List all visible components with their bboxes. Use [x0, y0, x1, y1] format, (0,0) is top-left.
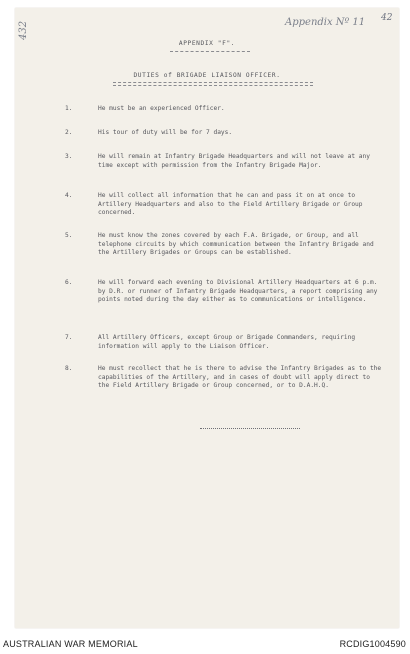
item-number: 3.	[65, 153, 73, 160]
item-text: He must know the zones covered by each F.A. Brigade, or Group, and all telephone circuits by which communication between the Infantry Brigade and the Artillery Brigades or Groups can be established.	[98, 232, 374, 256]
item-text: All Artillery Officers, except Group or Brigade Commanders, requiring information will apply to the Liaison Officer.	[98, 334, 356, 350]
item-number: 5.	[65, 232, 73, 239]
title-underline-double	[113, 85, 313, 86]
page-number: 42	[381, 13, 393, 23]
item-number: 6.	[65, 279, 73, 286]
item-text: He must recollect that he is there to advise the Infantry Brigades as to the capabilities of the Artillery, and in cases of doubt will apply direct to the Field Artillery Brigade or Group concerned, or to D.A.H.Q.	[98, 365, 382, 389]
item-text: He must be an experienced Officer.	[98, 105, 225, 112]
item-text: He will collect all information that he can and pass it on at once to Artillery Headquarters and also to the Field Artillery Brigade or Group concerned.	[98, 192, 363, 216]
footer-institution: AUSTRALIAN WAR MEMORIAL	[3, 639, 138, 649]
item-text: He will remain at Infantry Brigade Headquarters and will not leave at any time except with permission from the Infantry Brigade Major.	[98, 153, 370, 169]
end-of-document-rule	[200, 428, 300, 429]
heading-underline	[170, 51, 250, 52]
item-number: 4.	[65, 192, 73, 199]
appendix-annotation: Appendix Nº 11	[285, 17, 366, 28]
item-number: 8.	[65, 365, 73, 372]
appendix-heading: APPENDIX "F".	[178, 40, 236, 47]
item-number: 7.	[65, 334, 73, 341]
item-text: He will forward each evening to Divisional Artillery Headquarters at 6 p.m. by D.R. or runner of Infantry Brigade Headquarters, a report comprising any points noted during the day either as to communications or intelligence.	[98, 279, 378, 303]
document-page	[15, 8, 399, 628]
item-number: 1.	[65, 105, 73, 112]
footer-record-id: RCDIG1004590	[339, 639, 406, 649]
item-number: 2.	[65, 129, 73, 136]
document-title: DUTIES of BRIGADE LIAISON OFFICER.	[133, 72, 281, 79]
item-text: His tour of duty will be for 7 days.	[98, 129, 233, 136]
archive-number: 432	[18, 20, 29, 40]
title-underline	[113, 82, 313, 83]
